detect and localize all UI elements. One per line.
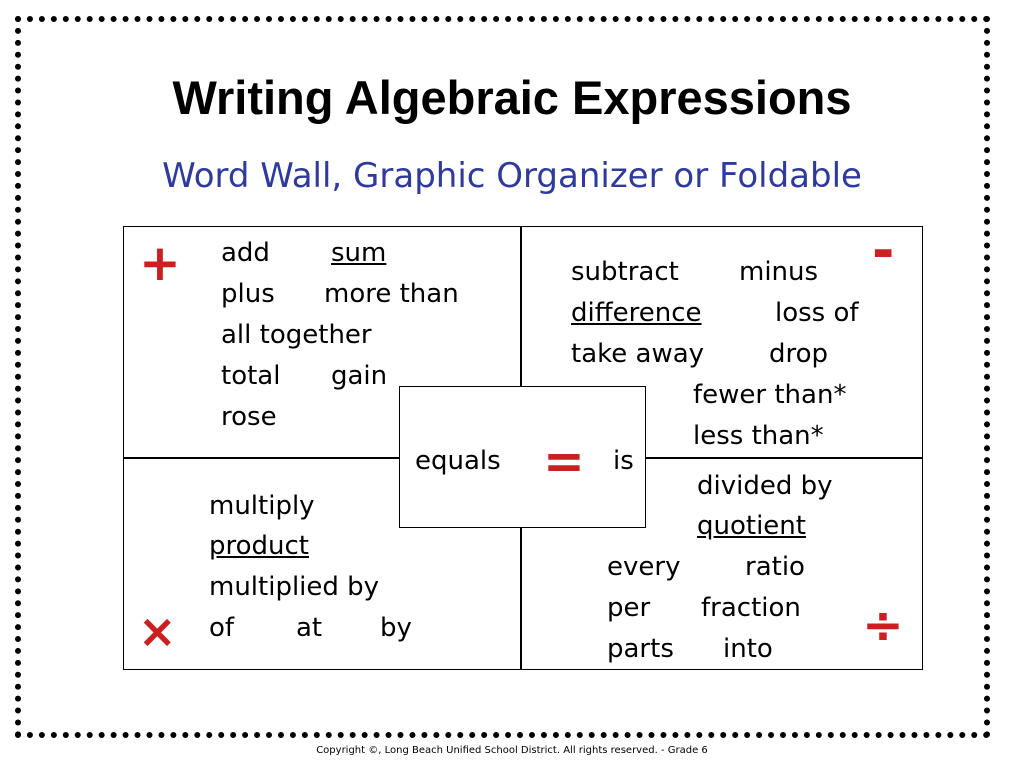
equals-symbol: =	[543, 432, 585, 490]
word-is: is	[613, 446, 634, 476]
word-less-than: less than*	[693, 421, 824, 451]
word-plus: plus	[221, 279, 275, 309]
word-sum: sum	[331, 238, 387, 268]
word-divided-by: divided by	[697, 471, 833, 501]
word-minus: minus	[739, 257, 819, 287]
divide-symbol: ÷	[862, 596, 904, 654]
word-drop: drop	[769, 339, 829, 369]
plus-symbol: +	[139, 234, 181, 292]
word-quotient: quotient	[697, 511, 806, 541]
word-at: at	[296, 613, 323, 643]
word-by: by	[380, 613, 412, 643]
word-add: add	[221, 238, 270, 268]
word-fewer-than: fewer than*	[693, 380, 847, 410]
word-loss-of: loss of	[775, 298, 859, 328]
word-of: of	[209, 613, 235, 643]
word-multiply: multiply	[209, 491, 315, 521]
slide-subtitle: Word Wall, Graphic Organizer or Foldable	[162, 156, 862, 196]
word-parts: parts	[607, 634, 674, 664]
times-symbol: ×	[138, 604, 177, 658]
word-more-than: more than	[324, 279, 459, 309]
word-rose: rose	[221, 402, 277, 432]
word-into: into	[723, 634, 773, 664]
slide-title: Writing Algebraic Expressions	[172, 71, 852, 124]
word-every: every	[607, 552, 681, 582]
word-subtract: subtract	[571, 257, 679, 287]
word-difference: difference	[571, 298, 702, 328]
word-equals: equals	[415, 446, 501, 476]
copyright-footer: Copyright ©, Long Beach Unified School District. All rights reserved. - Grade 6	[316, 745, 708, 756]
word-total: total	[221, 361, 281, 391]
word-all-together: all together	[221, 320, 372, 350]
word-product: product	[209, 531, 310, 561]
word-ratio: ratio	[745, 552, 805, 582]
word-take-away: take away	[571, 339, 705, 369]
word-per: per	[607, 593, 651, 623]
word-gain: gain	[331, 361, 388, 391]
minus-symbol: -	[872, 219, 895, 282]
word-fraction: fraction	[701, 593, 801, 623]
word-multiplied-by: multiplied by	[209, 572, 380, 602]
